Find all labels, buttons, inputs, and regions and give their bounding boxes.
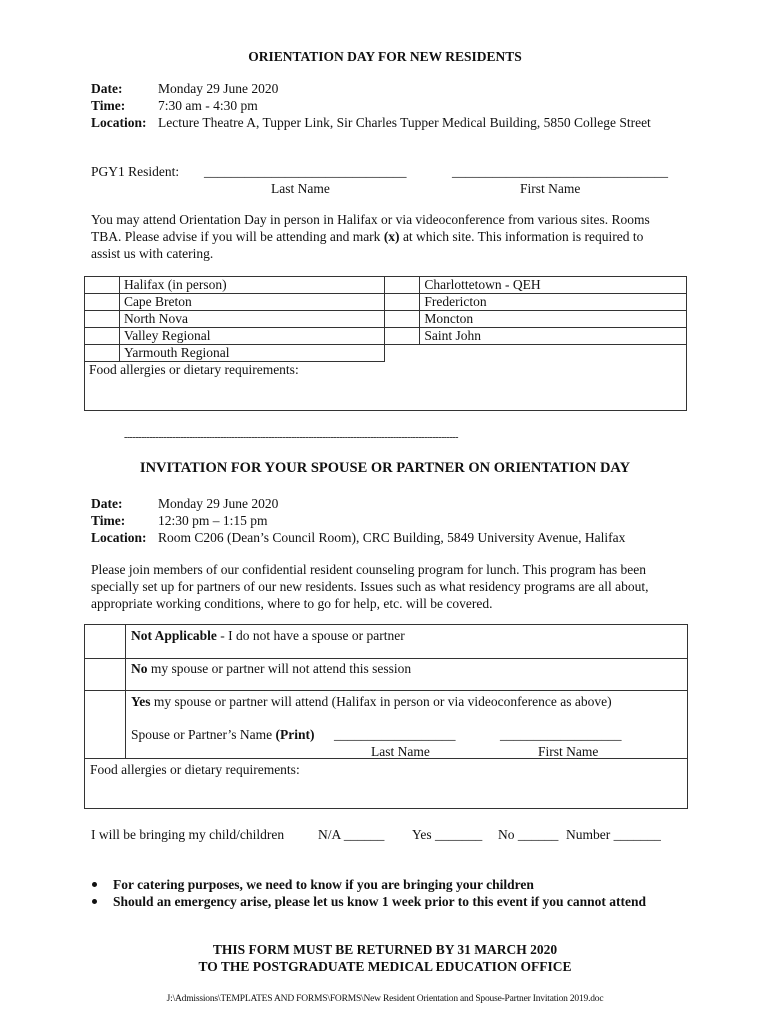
- option-yes: [131, 693, 612, 710]
- site-label: Valley Regional: [119, 328, 385, 345]
- site-row: [85, 277, 687, 294]
- intro-line-1: You may attend Orientation Day in person in Halifax or via videoconference from various sites. Rooms: [91, 212, 650, 227]
- site-checkbox-halifax[interactable]: [85, 277, 120, 294]
- mark-x-text: (x): [383, 229, 400, 244]
- site-checkbox-saint-john[interactable]: [385, 328, 420, 345]
- site-label: North Nova: [119, 311, 385, 328]
- invitation-para-line-3: appropriate working conditions, where to go for help, etc. will be covered.: [91, 596, 493, 611]
- print-label: (Print): [275, 727, 315, 742]
- invitation-title: INVITATION FOR YOUR SPOUSE OR PARTNER ON ORIENTATION DAY: [139, 460, 631, 476]
- partner-first-name-field[interactable]: __________________: [500, 727, 622, 742]
- bullet-icon: [92, 899, 97, 904]
- return-notice-line-1: THIS FORM MUST BE RETURNED BY 31 MARCH 2020: [212, 942, 558, 957]
- children-no-field[interactable]: No ______: [498, 827, 559, 842]
- orientation-title: ORIENTATION DAY FOR NEW RESIDENTS: [248, 49, 522, 64]
- time-value: 7:30 am - 4:30 pm: [158, 98, 258, 113]
- intro-line-2: [91, 228, 643, 245]
- section-divider: ----------------------------------------------------------------------------------------------------------------------: [124, 432, 458, 443]
- partner-last-name-caption: Last Name: [371, 744, 430, 759]
- invitation-para-line-2: specially set up for partners of our new residents. Issues such as what residency programs are all about,: [91, 579, 649, 594]
- site-checkbox-north-nova[interactable]: [85, 311, 120, 328]
- location-label: Location:: [91, 115, 147, 130]
- site-checkbox-moncton[interactable]: [385, 311, 420, 328]
- option-not-applicable-text: - I do not have a spouse or partner: [216, 628, 405, 643]
- site-label: Yarmouth Regional: [119, 345, 385, 362]
- intro-line-3: assist us with catering.: [91, 246, 214, 261]
- bullet-item: For catering purposes, we need to know if you are bringing your children: [113, 877, 534, 892]
- option-not-applicable: [131, 627, 405, 644]
- site-row: [85, 311, 687, 328]
- option-not-applicable-bold: Not Applicable: [131, 628, 217, 643]
- resident-first-name-field[interactable]: ________________________________: [452, 164, 668, 179]
- site-empty-cell: [385, 345, 687, 362]
- date-label: Date:: [91, 81, 123, 96]
- time-label: Time:: [91, 98, 126, 113]
- children-na-field[interactable]: N/A ______: [318, 827, 385, 842]
- option-no-bold: No: [131, 661, 148, 676]
- sites-table: [84, 276, 687, 411]
- site-checkbox-yarmouth-regional[interactable]: [85, 345, 120, 362]
- food-allergies-label-2: Food allergies or dietary requirements:: [90, 762, 300, 777]
- partner-name-label: [131, 726, 314, 743]
- option-yes-text: my spouse or partner will attend (Halifax in person or via videoconference as above): [150, 694, 612, 709]
- intro-line-2-text-b: at which site. This information is required to: [399, 229, 644, 244]
- site-label: Moncton: [420, 311, 687, 328]
- site-label: Cape Breton: [119, 294, 385, 311]
- date-value: Monday 29 June 2020: [158, 81, 279, 96]
- resident-last-name-field[interactable]: ______________________________: [204, 164, 407, 179]
- site-checkbox-valley-regional[interactable]: [85, 328, 120, 345]
- food-allergies-label-1: Food allergies or dietary requirements:: [89, 362, 299, 377]
- site-label: Fredericton: [420, 294, 687, 311]
- time-value-2: 12:30 pm – 1:15 pm: [158, 513, 268, 528]
- file-path-footer: J:\Admissions\TEMPLATES AND FORMS\FORMS\New Resident Orientation and Spouse-Partner Invitation 2019.doc: [166, 994, 604, 1004]
- time-label-2: Time:: [91, 513, 126, 528]
- pgy1-resident-label: PGY1 Resident:: [91, 164, 180, 179]
- yes-checkbox[interactable]: [86, 692, 124, 757]
- no-checkbox[interactable]: [86, 660, 124, 689]
- food-allergies-field-2[interactable]: [90, 761, 684, 805]
- date-value-2: Monday 29 June 2020: [158, 496, 279, 511]
- location-label-2: Location:: [91, 530, 147, 545]
- location-value-2: Room C206 (Dean’s Council Room), CRC Building, 5849 University Avenue, Halifax: [158, 530, 626, 545]
- children-yes-field[interactable]: Yes _______: [412, 827, 483, 842]
- option-no-text: my spouse or partner will not attend this session: [147, 661, 412, 676]
- children-number-field[interactable]: Number _______: [566, 827, 661, 842]
- invitation-para-line-1: Please join members of our confidential resident counseling program for lunch. This program has been: [91, 562, 646, 577]
- food-allergies-field-1[interactable]: [85, 362, 687, 411]
- site-checkbox-charlottetown[interactable]: [385, 277, 420, 294]
- partner-first-name-caption: First Name: [538, 744, 599, 759]
- return-notice-line-2: TO THE POSTGRADUATE MEDICAL EDUCATION OFFICE: [198, 959, 572, 974]
- option-yes-bold: Yes: [131, 694, 151, 709]
- partner-name-label-text: Spouse or Partner’s Name: [131, 727, 276, 742]
- site-checkbox-fredericton[interactable]: [385, 294, 420, 311]
- site-row: [85, 328, 687, 345]
- partner-last-name-field[interactable]: __________________: [334, 727, 456, 742]
- last-name-caption: Last Name: [271, 181, 330, 196]
- site-checkbox-cape-breton[interactable]: [85, 294, 120, 311]
- food-allergies-row: [85, 362, 687, 411]
- location-value: Lecture Theatre A, Tupper Link, Sir Charles Tupper Medical Building, 5850 College Street: [158, 115, 651, 130]
- bullet-icon: [92, 882, 97, 887]
- site-row: [85, 294, 687, 311]
- site-label: Charlottetown - QEH: [420, 277, 687, 294]
- first-name-caption: First Name: [520, 181, 581, 196]
- not-applicable-checkbox[interactable]: [86, 626, 124, 657]
- site-label: Halifax (in person): [119, 277, 385, 294]
- bullet-item: Should an emergency arise, please let us know 1 week prior to this event if you cannot attend: [113, 894, 646, 909]
- option-no: [131, 660, 411, 677]
- date-label-2: Date:: [91, 496, 123, 511]
- children-label: I will be bringing my child/children: [91, 827, 285, 842]
- site-label: Saint John: [420, 328, 687, 345]
- site-row: [85, 345, 687, 362]
- intro-line-2-text-a: TBA. Please advise if you will be attending and mark: [91, 229, 384, 244]
